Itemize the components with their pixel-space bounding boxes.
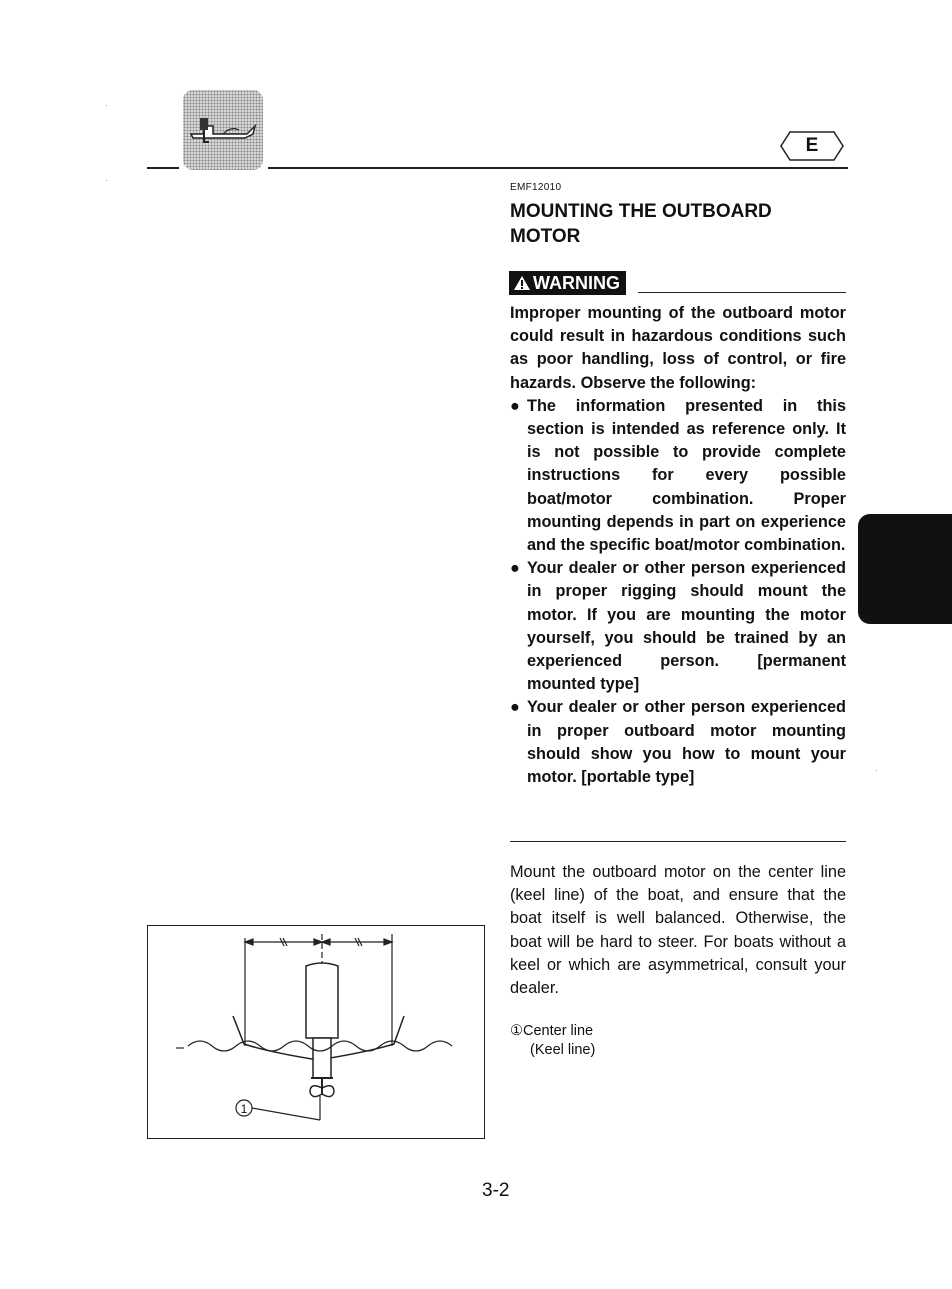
scan-speck bbox=[106, 180, 107, 181]
scan-speck bbox=[876, 770, 877, 771]
chapter-tab bbox=[858, 514, 952, 624]
body-paragraph: Mount the outboard motor on the center line (keel line) of the boat, and ensure that the boat itself is well balanced. Otherwise, the boat will be hard to steer. For boats without a keel or which are asymmetrical, consult your dealer. bbox=[510, 863, 846, 998]
figure-legend bbox=[510, 1022, 595, 1060]
warning-rule bbox=[638, 292, 846, 293]
mounting-diagram bbox=[147, 925, 485, 1139]
language-badge bbox=[780, 131, 844, 161]
header-rule-left bbox=[147, 167, 179, 169]
warning-triangle-icon bbox=[513, 275, 531, 291]
language-letter: E bbox=[805, 135, 819, 156]
warning-label bbox=[509, 271, 626, 295]
list-item-text: Your dealer or other person experienced in proper rigging should mount the motor. If you are mounting the motor yourself, you should be trained by an experienced person. [permanent mounted type] bbox=[527, 559, 846, 694]
list-item-text: The information presented in this section is intended as reference only. It is not possible to provide complete instructions for every possible boat/motor combination. Proper mounting depends in part on experience and the specific boat/motor combination. bbox=[527, 396, 846, 555]
warning-body bbox=[510, 302, 846, 789]
warning-intro: Improper mounting of the outboard motor could result in hazardous conditions such as poor handling, loss of control, or fire hazards. Observe the following: bbox=[510, 304, 846, 392]
legend-line2: (Keel line) bbox=[530, 1042, 596, 1058]
page-number: 3-2 bbox=[482, 1180, 510, 1201]
legend-marker: ① bbox=[510, 1023, 523, 1039]
bullet: ● bbox=[510, 396, 520, 415]
warning-label-text: WARNING bbox=[533, 273, 620, 293]
callout-number: 1 bbox=[240, 1102, 248, 1116]
list-item-text: Your dealer or other person experienced in proper outboard motor mounting should show you how to mount your motor. [portable type] bbox=[527, 698, 846, 787]
list-item bbox=[510, 395, 846, 557]
scan-speck bbox=[106, 105, 107, 106]
header-rule-right bbox=[268, 167, 848, 169]
warning-end-rule bbox=[510, 841, 846, 842]
legend-line1: Center line bbox=[523, 1023, 594, 1039]
bullet: ● bbox=[510, 559, 520, 578]
warning-list bbox=[510, 395, 846, 789]
bullet: ● bbox=[510, 698, 520, 717]
section-code: EMF12010 bbox=[510, 182, 562, 193]
page-title: MOUNTING THE OUTBOARD MOTOR bbox=[510, 201, 772, 247]
outboard-boat-icon bbox=[183, 90, 263, 170]
list-item bbox=[510, 557, 846, 696]
list-item bbox=[510, 696, 846, 789]
